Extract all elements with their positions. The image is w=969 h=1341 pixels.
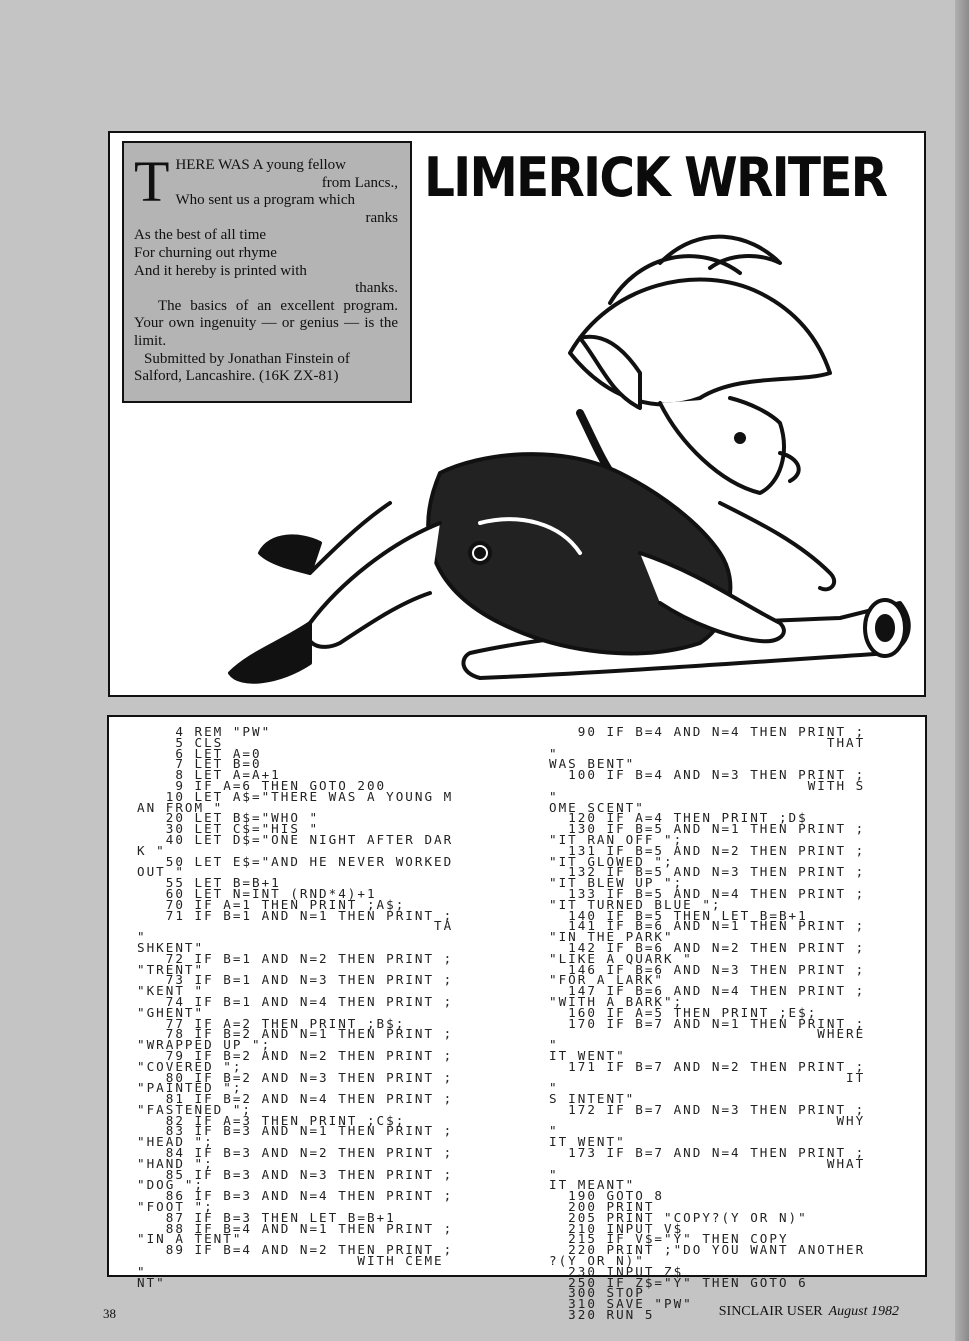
intro-line: thanks. <box>355 280 398 297</box>
intro-line: For churning out rhyme <box>134 244 277 261</box>
article-title: LIMERICK WRITER <box>424 146 887 209</box>
intro-line: HERE WAS A young fellow <box>175 157 346 173</box>
listing-column-left: 4 REM "PW" 5 CLS 6 LET A=0 7 LET B=0 8 LET A=A+1 9 IF A=6 THEN GOTO 200 10 LET A$="THERE WAS A YOUNG M AN FROM " 20 LET B$="WHO " 30 LET C$="HIS " 40 LET D$="ONE NIGHT AFTER DAR K " 50 LET E$="AND HE NEVER WORKED OUT " 55 LET B=B+1 60 LET N=INT (RND*4)+1 70 IF A=1 THEN PRINT ;A$; 71 IF B=1 AND N=1 THEN PRINT ; TA " SHKENT" 72 IF B=1 AND N=2 THEN PRINT ; "TRENT" 73 IF B=1 AND N=3 THEN PRINT ; "KENT " 74 IF B=1 AND N=4 THEN PRINT ; "GHENT" 77 IF A=2 THEN PRINT ;B$; 78 IF B=2 AND N=1 THEN PRINT ; "WRAPPED UP "; 79 IF B=2 AND N=2 THEN PRINT ; "COVERED "; 80 IF B=2 AND N=3 THEN PRINT ; "PAINTED "; 81 IF B=2 AND N=4 THEN PRINT ; "FASTENED "; 82 IF A=3 THEN PRINT ;C$; 83 IF B=3 AND N=1 THEN PRINT ; "HEAD "; 84 IF B=3 AND N=2 THEN PRINT ; "HAND "; 85 IF B=3 AND N=3 THEN PRINT ; "DOG "; 86 IF B=3 AND N=4 THEN PRINT ; "FOOT "; 87 IF B=3 THEN LET B=B+1 88 IF B=4 AND N=1 THEN PRINT ; "IN A TENT" 89 IF B=4 AND N=2 THEN PRINT ; WITH CEME " NT" <box>137 724 454 1290</box>
article-header <box>108 131 926 697</box>
issue-date: August 1982 <box>828 1304 899 1319</box>
magazine-name: SINCLAIR USER <box>718 1304 823 1319</box>
intro-line: ranks <box>365 209 398 226</box>
gnome-illustration-icon <box>140 223 920 693</box>
submitted-by: Submitted by Jonathan Finstein of Salford, Lancashire. (16K ZX-81) <box>134 350 350 385</box>
drop-cap: T <box>134 149 170 214</box>
intro-line: And it hereby is printed with <box>134 262 307 279</box>
listing-column-right: 90 IF B=4 AND N=4 THEN PRINT ; THAT " WAS BENT" 100 IF B=4 AND N=3 THEN PRINT ; WITH S " OME SCENT" 120 IF A=4 THEN PRINT ;D$ 130 IF B=5 AND N=1 THEN PRINT ; "IT RAN OFF "; 131 IF B=5 AND N=2 THEN PRINT ; "IT GLOWED "; 132 IF B=5 AND N=3 THEN PRINT ; "IT BLEW UP "; 133 IF B=5 AND N=4 THEN PRINT ; "IT TURNED BLUE "; 140 IF B=5 THEN LET B=B+1 141 IF B=6 AND N=1 THEN PRINT ; "IN THE PARK" 142 IF B=6 AND N=2 THEN PRINT ; "LIKE A QUARK " 146 IF B=6 AND N=3 THEN PRINT ; "FOR A LARK" 147 IF B=6 AND N=4 THEN PRINT ; "WITH A BARK"; 160 IF A=5 THEN PRINT ;E$; 170 IF B=7 AND N=1 THEN PRINT ; WHERE " IT WENT" 171 IF B=7 AND N=2 THEN PRINT ; IT " S INTENT" 172 IF B=7 AND N=3 THEN PRINT ; WHY " IT WENT" 173 IF B=7 AND N=4 THEN PRINT ; WHAT " IT MEANT" 190 GOTO 8 200 PRINT 205 PRINT "COPY?(Y OR N)" 210 INPUT V$ 215 IF V$="Y" THEN COPY 220 PRINT ;"DO YOU WANT ANOTHER ?(Y OR N)" 230 INPUT Z$ 250 IF Z$="Y" THEN GOTO 6 300 STOP 310 SAVE "PW" 320 RUN 5 <box>549 724 866 1323</box>
intro-paragraph: The basics of an excellent program. Your own ingenuity — or genius — is the limit. <box>134 297 398 349</box>
intro-line: As the best of all time <box>134 227 267 244</box>
intro-line: from Lancs., <box>321 174 398 191</box>
page-number: 38 <box>103 1306 116 1321</box>
magazine-footer <box>719 1304 899 1320</box>
page-edge <box>955 0 969 1341</box>
intro-line: Who sent us a program which <box>175 192 355 209</box>
